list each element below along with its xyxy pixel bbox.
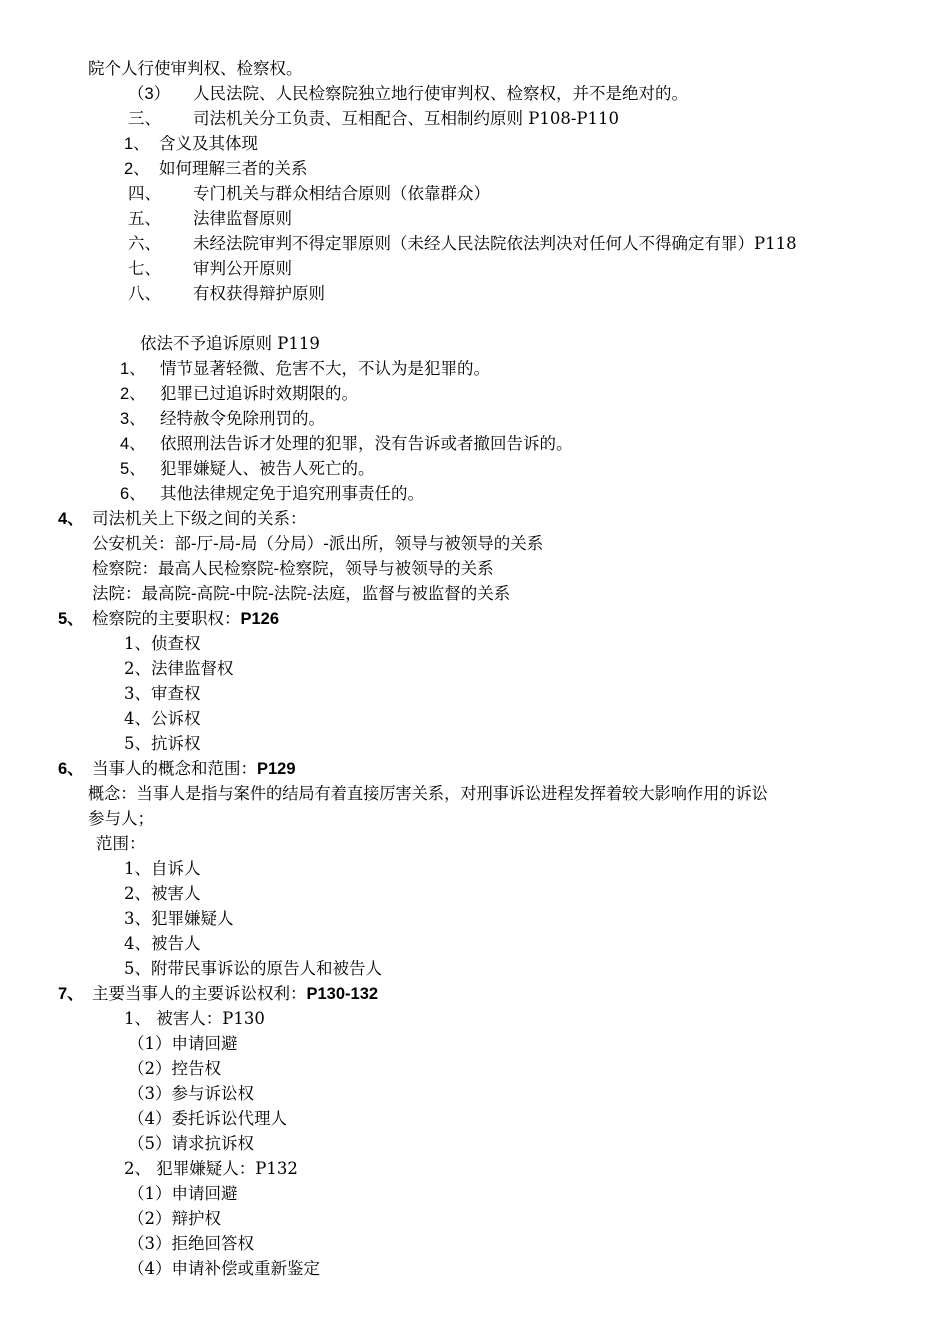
list-item bbox=[124, 631, 201, 656]
list-item bbox=[120, 431, 573, 456]
list-text: 4、被告人 bbox=[124, 934, 201, 953]
list-item bbox=[128, 81, 688, 106]
list-marker: （3） bbox=[128, 85, 171, 103]
list-text: 犯罪嫌疑人、被告人死亡的。 bbox=[160, 459, 375, 478]
list-item bbox=[120, 456, 375, 481]
list-item bbox=[124, 681, 201, 706]
list-marker: 2、 bbox=[124, 160, 150, 178]
numbered-heading bbox=[58, 981, 378, 1006]
list-text: 法律监督原则 bbox=[193, 209, 292, 228]
line-text: 范围： bbox=[96, 834, 146, 853]
list-text: 如何理解三者的关系 bbox=[159, 159, 308, 178]
list-text: （2）控告权 bbox=[128, 1059, 221, 1078]
list-text: 犯罪已过追诉时效期限的。 bbox=[160, 384, 358, 403]
list-item bbox=[124, 856, 201, 881]
list-text: 1、自诉人 bbox=[124, 859, 201, 878]
list-marker: 四、 bbox=[128, 184, 161, 203]
list-item bbox=[128, 281, 325, 306]
list-text: 有权获得辩护原则 bbox=[193, 284, 325, 303]
list-item bbox=[124, 956, 382, 981]
text-line bbox=[92, 581, 510, 606]
list-item bbox=[124, 131, 258, 156]
numbered-heading bbox=[58, 506, 307, 531]
list-text: 2、法律监督权 bbox=[124, 659, 234, 678]
list-text: 5、抗诉权 bbox=[124, 734, 201, 753]
text-line bbox=[92, 556, 494, 581]
sub-list-item bbox=[128, 1031, 238, 1056]
heading-text: 司法机关上下级之间的关系： bbox=[92, 509, 307, 528]
list-item bbox=[124, 706, 201, 731]
list-item bbox=[124, 1006, 265, 1031]
text-line bbox=[88, 781, 768, 806]
list-text: 2、 犯罪嫌疑人：P132 bbox=[124, 1159, 298, 1178]
list-item bbox=[124, 881, 201, 906]
numbered-heading bbox=[58, 756, 296, 781]
line-text: 概念：当事人是指与案件的结局有着直接厉害关系，对刑事诉讼进程发挥着较大影响作用的诉讼 bbox=[88, 784, 768, 803]
sub-list-item bbox=[128, 1181, 238, 1206]
line-text: 依法不予追诉原则 P119 bbox=[140, 334, 320, 353]
list-item bbox=[124, 931, 201, 956]
list-marker: 八、 bbox=[128, 284, 161, 303]
page-reference: P130-132 bbox=[306, 985, 379, 1003]
list-item bbox=[124, 906, 234, 931]
list-text: （3）拒绝回答权 bbox=[128, 1234, 254, 1253]
list-text: 审判公开原则 bbox=[193, 259, 292, 278]
page-reference: P126 bbox=[240, 610, 280, 628]
heading-text: 当事人的概念和范围： bbox=[92, 759, 257, 778]
list-item bbox=[120, 381, 358, 406]
line-text: 院个人行使审判权、检察权。 bbox=[88, 59, 303, 78]
list-text: （1）申请回避 bbox=[128, 1184, 238, 1203]
list-item bbox=[128, 106, 619, 131]
page-reference: P129 bbox=[257, 760, 296, 778]
list-item bbox=[124, 656, 234, 681]
list-item bbox=[128, 231, 797, 256]
list-marker: 6、 bbox=[120, 485, 146, 503]
sub-list-item bbox=[128, 1081, 254, 1106]
sub-list-item bbox=[128, 1231, 254, 1256]
list-item bbox=[120, 406, 325, 431]
list-text: 1、 被害人：P130 bbox=[124, 1009, 265, 1028]
list-marker: 七、 bbox=[128, 259, 161, 278]
list-text: （4）申请补偿或重新鉴定 bbox=[128, 1259, 320, 1278]
list-marker: 六、 bbox=[128, 234, 161, 253]
list-item bbox=[120, 356, 490, 381]
sub-list-item bbox=[128, 1256, 320, 1281]
heading-number: 5、 bbox=[58, 610, 84, 628]
list-item bbox=[124, 156, 308, 181]
heading-number: 6、 bbox=[58, 760, 84, 778]
line-text: 参与人； bbox=[88, 809, 154, 828]
text-line bbox=[88, 806, 154, 831]
line-text: 检察院：最高人民检察院-检察院，领导与被领导的关系 bbox=[92, 559, 494, 578]
sub-list-item bbox=[128, 1056, 221, 1081]
text-line bbox=[96, 831, 146, 856]
list-text: 含义及其体现 bbox=[159, 134, 258, 153]
sub-list-item bbox=[128, 1131, 254, 1156]
list-text: 专门机关与群众相结合原则（依靠群众） bbox=[193, 184, 490, 203]
list-marker: 五、 bbox=[128, 209, 161, 228]
list-text: 依照刑法告诉才处理的犯罪，没有告诉或者撤回告诉的。 bbox=[160, 434, 573, 453]
list-text: 3、犯罪嫌疑人 bbox=[124, 909, 234, 928]
list-text: （2）辩护权 bbox=[128, 1209, 221, 1228]
list-marker: 3、 bbox=[120, 410, 146, 428]
line-text: 法院：最高院-高院-中院-法院-法庭，监督与被监督的关系 bbox=[92, 584, 511, 603]
list-text: 4、公诉权 bbox=[124, 709, 201, 728]
list-text: 未经法院审判不得定罪原则（未经人民法院依法判决对任何人不得确定有罪）P118 bbox=[193, 234, 797, 253]
list-item bbox=[128, 256, 292, 281]
list-marker: 5、 bbox=[120, 460, 146, 478]
list-text: 其他法律规定免于追究刑事责任的。 bbox=[160, 484, 424, 503]
sub-list-item bbox=[128, 1206, 221, 1231]
numbered-heading bbox=[58, 606, 279, 631]
list-marker: 1、 bbox=[124, 135, 150, 153]
list-text: （3）参与诉讼权 bbox=[128, 1084, 254, 1103]
list-marker: 4、 bbox=[120, 435, 146, 453]
list-marker: 1、 bbox=[120, 360, 146, 378]
heading-number: 4、 bbox=[58, 510, 84, 528]
list-item bbox=[120, 481, 424, 506]
list-marker: 2、 bbox=[120, 385, 146, 403]
list-text: 人民法院、人民检察院独立地行使审判权、检察权，并不是绝对的。 bbox=[193, 84, 688, 103]
heading-text: 主要当事人的主要诉讼权利： bbox=[92, 984, 307, 1003]
heading-number: 7、 bbox=[58, 985, 84, 1003]
list-text: 5、附带民事诉讼的原告人和被告人 bbox=[124, 959, 382, 978]
list-text: 司法机关分工负责、互相配合、互相制约原则 P108-P110 bbox=[193, 109, 620, 128]
list-text: 情节显著轻微、危害不大，不认为是犯罪的。 bbox=[160, 359, 490, 378]
list-text: （1）申请回避 bbox=[128, 1034, 238, 1053]
list-item bbox=[124, 1156, 298, 1181]
list-text: （4）委托诉讼代理人 bbox=[128, 1109, 287, 1128]
heading-text: 检察院的主要职权： bbox=[92, 609, 241, 628]
list-text: 经特赦令免除刑罚的。 bbox=[160, 409, 325, 428]
text-line bbox=[88, 56, 303, 81]
list-item bbox=[128, 206, 292, 231]
section-heading bbox=[140, 331, 320, 356]
list-text: 2、被害人 bbox=[124, 884, 201, 903]
list-text: （5）请求抗诉权 bbox=[128, 1134, 254, 1153]
list-text: 1、侦查权 bbox=[124, 634, 201, 653]
sub-list-item bbox=[128, 1106, 287, 1131]
list-item bbox=[128, 181, 490, 206]
line-text: 公安机关：部-厅-局-局（分局）-派出所，领导与被领导的关系 bbox=[92, 534, 544, 553]
list-item bbox=[124, 731, 201, 756]
text-line bbox=[92, 531, 543, 556]
list-text: 3、审查权 bbox=[124, 684, 201, 703]
list-marker: 三、 bbox=[128, 109, 161, 128]
